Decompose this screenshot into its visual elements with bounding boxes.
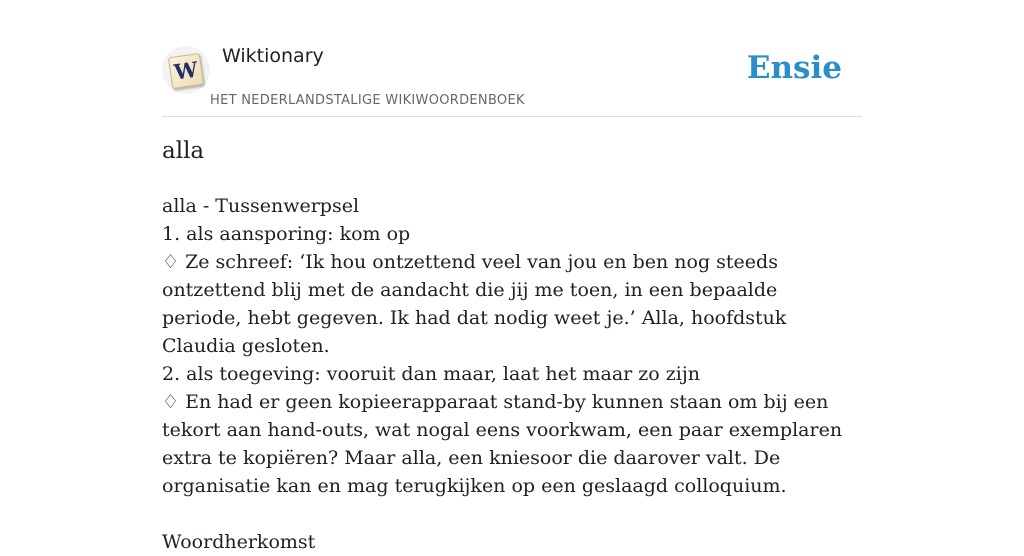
page: [162, 0, 862, 553]
definition-2: 2. als toegeving: vooruit dan maar, laat het maar zo zijn: [162, 363, 700, 385]
site-name[interactable]: Wiktionary: [222, 45, 324, 67]
site-tagline: HET NEDERLANDSTALIGE WIKIWOORDENBOEK: [210, 93, 525, 108]
wiktionary-logo[interactable]: [162, 46, 210, 94]
site-header: [162, 0, 862, 117]
logo-letter-tile: W: [168, 53, 204, 89]
section-heading-etymology: Woordherkomst: [162, 531, 316, 553]
word-type-line: alla - Tussenwerpsel: [162, 195, 360, 217]
example-2: ♢ En had er geen kopieerapparaat stand-by kunnen staan om bij een tekort aan hand-outs, wat nogal eens voorkwam, een paar exemplaren extra te kopiëren? Maar alla, een kniesoor die daarover valt. De organisatie kan en mag terugkijken op een geslaagd colloquium.: [162, 391, 843, 497]
article-body: [162, 192, 862, 556]
ensie-brand-link[interactable]: Ensie: [746, 50, 842, 86]
example-1: ♢ Ze schreef: ‘Ik hou ontzettend veel van jou en ben nog steeds ontzettend blij met de aandacht die jij me toen, in een bepaalde periode, hebt gegeven. Ik had dat nodig weet je.’ Alla, hoofdstuk Claudia gesloten.: [162, 251, 787, 357]
definition-1: 1. als aansporing: kom op: [162, 223, 411, 245]
page-title: alla: [162, 138, 205, 164]
